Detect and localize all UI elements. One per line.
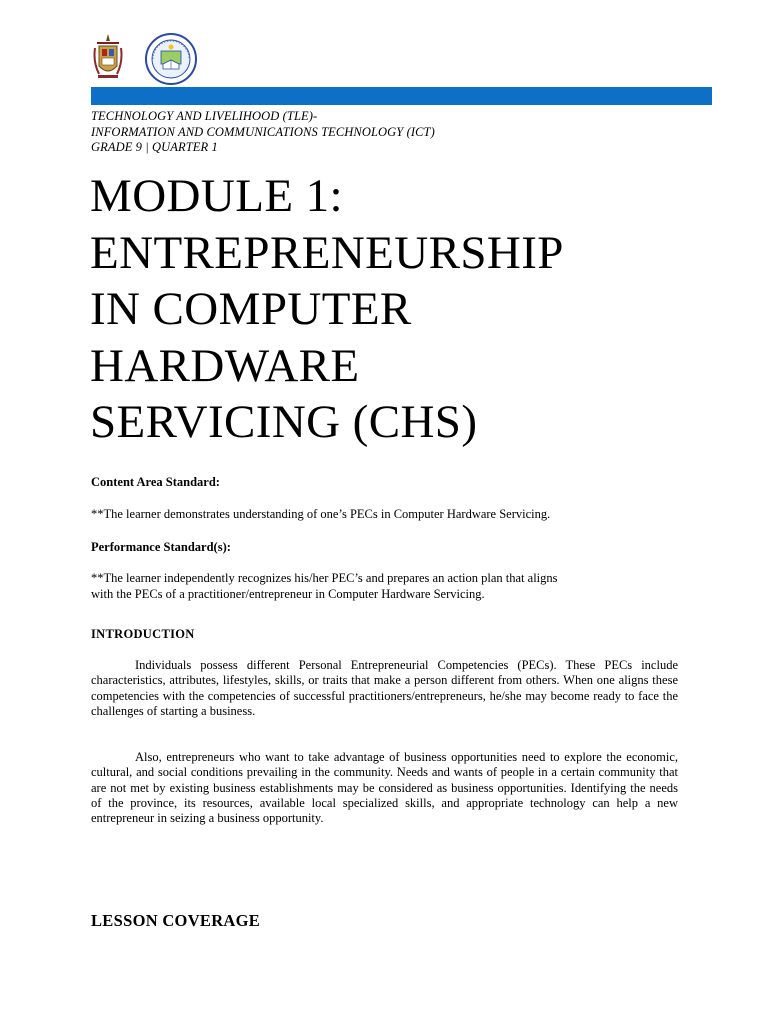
introduction-paragraph-2: Also, entrepreneurs who want to take advantage of business opportunities need to explore the economic, cultural, and social conditions prevailing in the community. Needs and wants of people in a certain community that are not met by existing business establishments may be considered as business opportunities. Identifying the needs of the province, its resources, available local specialized skills, and appropriate technology can help a new entrepreneur in seizing a business opportunity. — [91, 750, 678, 826]
diocese-seal-icon — [93, 32, 205, 86]
performance-standard-text — [91, 571, 681, 602]
introduction-paragraph-1: Individuals possess different Personal Entrepreneurial Competencies (PECs). These PECs include characteristics, attributes, lifestyles, skills, or traits that make a person different from others. When one aligns these competencies with the competencies of successful practitioners/entrepreneurs, he/she may become ready to face the challenges of starting a business. — [91, 658, 678, 718]
header-specialization-line: INFORMATION AND COMMUNICATIONS TECHNOLOGY (ICT) — [91, 124, 435, 139]
performance-standard-label: Performance Standard(s): — [91, 540, 231, 554]
lesson-coverage-heading: LESSON COVERAGE — [91, 911, 261, 930]
content-area-text: **The learner demonstrates understanding of one’s PECs in Computer Hardware Servicing. — [91, 507, 551, 521]
content-area-label: Content Area Standard: — [91, 475, 220, 489]
performance-line-1: **The learner independently recognizes his/her PEC’s and prepares an action plan that aligns — [91, 571, 558, 585]
introduction-heading: INTRODUCTION — [91, 627, 195, 641]
title-line-1: MODULE 1: — [90, 170, 343, 222]
header-grade-line: GRADE 9 | QUARTER 1 — [91, 140, 218, 154]
document-header — [91, 109, 691, 156]
header-subject-line: TECHNOLOGY AND LIVELIHOOD (TLE)- — [91, 109, 318, 123]
title-line-2: ENTREPRENEURSHIP — [90, 226, 564, 279]
title-line-4: HARDWARE — [90, 339, 360, 392]
header-accent-bar — [91, 87, 712, 105]
title-line-5: SERVICING (CHS) — [90, 396, 478, 448]
title-line-3: IN COMPUTER — [90, 283, 412, 335]
header-logos — [93, 32, 205, 86]
performance-line-2: with the PECs of a practitioner/entrepreneur in Computer Hardware Servicing. — [91, 586, 485, 601]
module-title — [90, 168, 710, 451]
